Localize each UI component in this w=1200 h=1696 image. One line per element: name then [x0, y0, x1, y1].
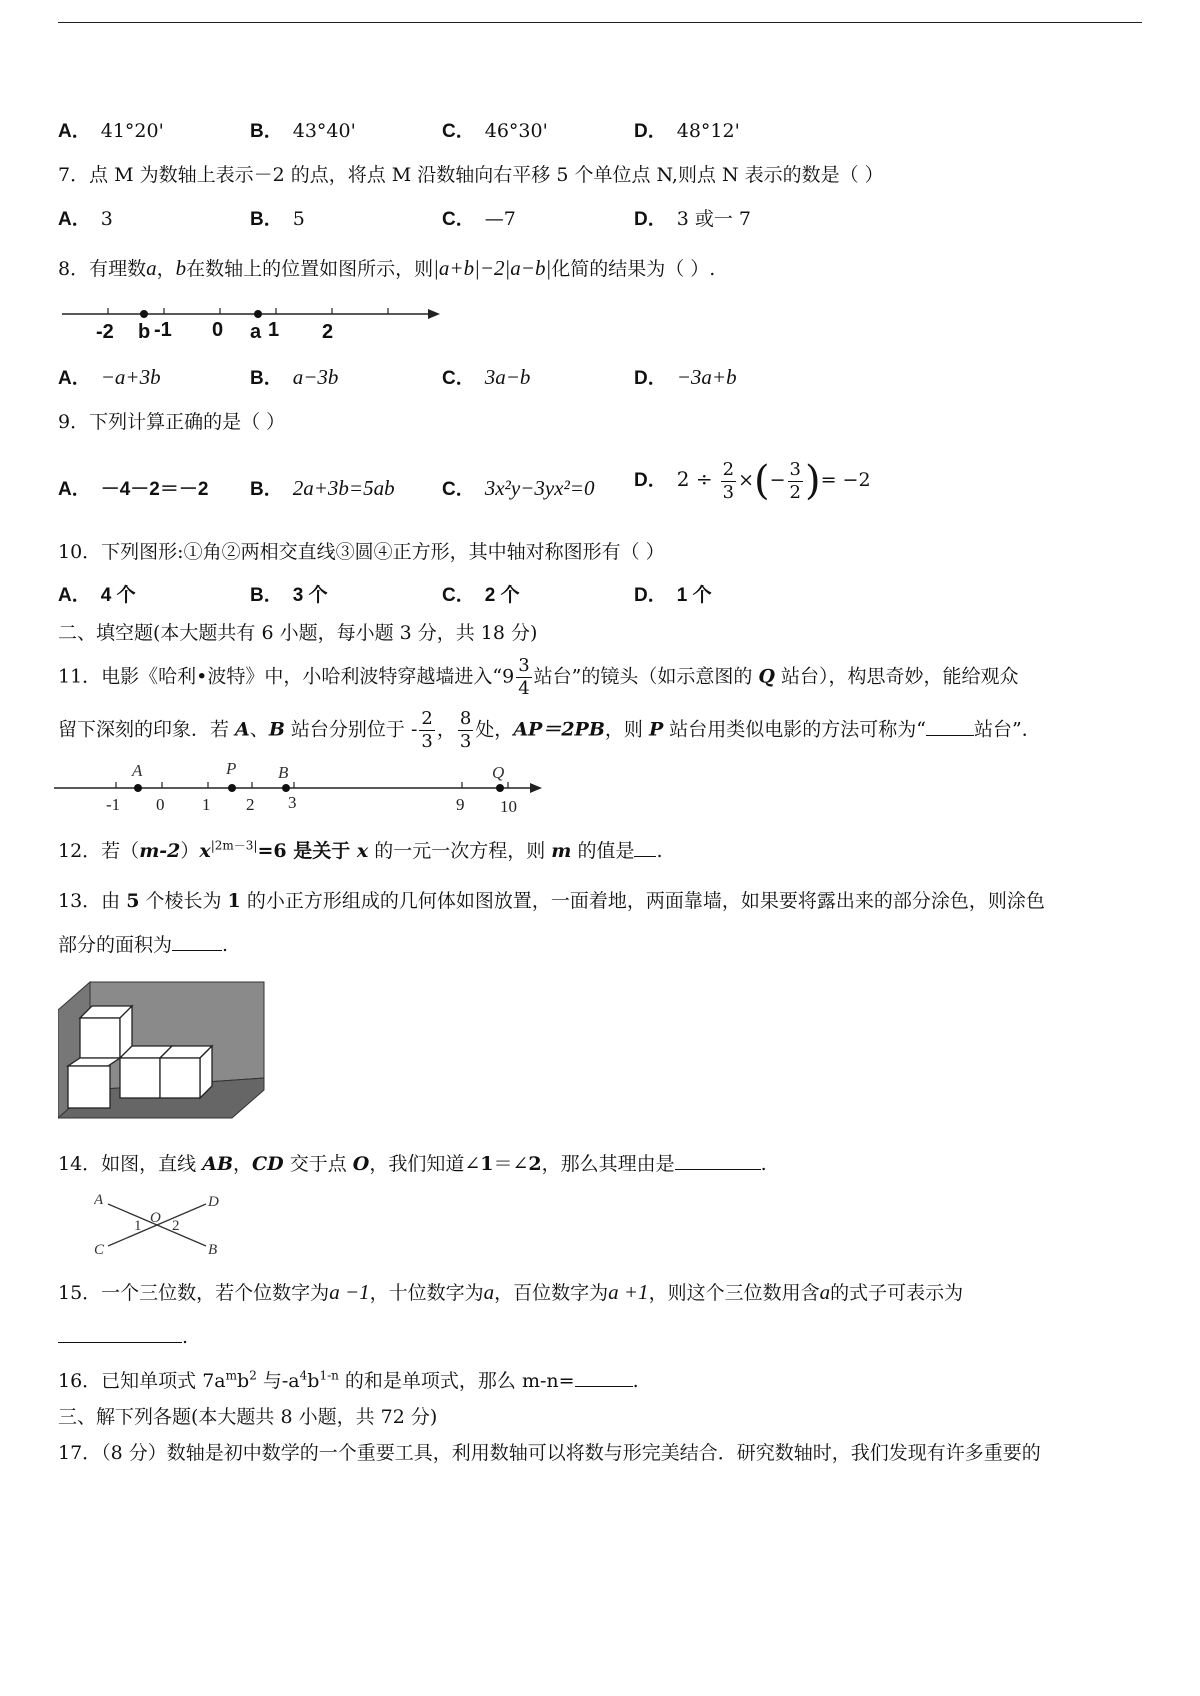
q11-tick-3: 3	[288, 793, 297, 812]
q9-stem: 9．下列计算正确的是（ ）	[58, 411, 286, 433]
q11-point-a-label: A	[132, 761, 143, 780]
q14-answer-blank[interactable]	[675, 1169, 761, 1170]
q11-answer-blank[interactable]	[926, 735, 974, 736]
q10-option-d[interactable]: D． 1 个	[634, 585, 712, 606]
q9-option-b[interactable]: B． 2a+3b=5ab	[250, 476, 395, 500]
q13-line2: 部分的面积为 .	[58, 934, 229, 956]
q11-tick-9: 9	[456, 795, 465, 814]
q9d-frac2: $\frac{3}{2}$	[789, 458, 801, 503]
q9-option-c[interactable]: C． 3x²y−3yx²=0	[442, 476, 595, 500]
q8-point-a: a	[250, 321, 262, 342]
q8-tick-2: 2	[322, 321, 334, 342]
q7-option-a[interactable]: A． 3	[58, 208, 113, 230]
q14-label-d: D	[208, 1194, 219, 1210]
q8-option-c[interactable]: C． 3a−b	[442, 365, 531, 389]
q6-option-d[interactable]: D． 48°12'	[634, 120, 740, 142]
q7-option-b[interactable]: B． 5	[250, 208, 305, 230]
q7-option-c[interactable]: C． —7	[442, 208, 516, 230]
q8-tick-1: 1	[268, 319, 280, 341]
q14-label-c: C	[94, 1242, 105, 1258]
q6-options	[58, 116, 1148, 146]
q14-label-o: O	[150, 1210, 161, 1226]
q14-label-1: 1	[134, 1218, 142, 1234]
q11-line1: 11．电影《哈利•波特》中，小哈利波特穿越墙进入“9 $\frac{3}{4}$ 站台”的镜头（如示意图的 Q 站台），构思奇妙，能给观众	[58, 655, 1019, 699]
q11-point-p-label: P	[226, 760, 237, 778]
q7-options	[58, 204, 1148, 234]
section-2-heading: 二、填空题(本大题共有 6 小题，每小题 3 分，共 18 分)	[58, 622, 538, 644]
q8-tick-neg1: -1	[154, 319, 172, 341]
q9-option-a[interactable]: A． －4－2＝－2	[58, 479, 209, 500]
q14-label-b: B	[208, 1242, 218, 1258]
q8-point-b: b	[138, 321, 151, 342]
section-3-heading: 三、解下列各题(本大题共 8 小题，共 72 分)	[58, 1406, 438, 1428]
q7-stem: 7．点 M 为数轴上表示－2 的点，将点 M 沿数轴向右平移 5 个单位点 N,则点 N 表示的数是（ ）	[58, 164, 884, 186]
q10-option-c[interactable]: C． 2 个	[442, 585, 520, 606]
q11-tick-1: 1	[202, 795, 211, 814]
q11-point-b-label: B	[278, 763, 289, 782]
q10-option-b[interactable]: B． 3 个	[250, 585, 328, 606]
q11-mixed-fraction: $\frac{3}{4}$	[518, 655, 530, 699]
q8-options	[58, 363, 1148, 393]
q15-answer-blank[interactable]	[58, 1322, 182, 1343]
q13-cube-figure	[58, 978, 268, 1120]
q12-answer-blank[interactable]	[634, 856, 656, 857]
q12-stem: 12．若$(m-2)x^{|2m-3|}=6$ 是关于 x 的一元一次方程，则 m 的值是 .	[58, 838, 663, 862]
q13-line1: 13．由 5 个棱长为 1 的小正方形组成的几何体如图放置，一面着地，两面靠墙，如果要将露出来的部分涂色，则涂色	[58, 890, 1045, 912]
q10-option-a[interactable]: A． 4 个	[58, 585, 136, 606]
q16-stem: 16．已知单项式 $7a^mb^2$ 与$-a^4b^{1-n}$ 的和是单项式，那么 m-n= .	[58, 1368, 639, 1392]
q6-option-a[interactable]: A． 41°20'	[58, 120, 164, 142]
q11-line2: 留下深刻的印象．若 A、B 站台分别位于 - $\frac{2}{3}$ ， $\frac{8}{3}$ 处，AP＝2PB，则 P 站台用类似电影的方法可称为“ 站台”．	[58, 708, 1041, 752]
q14-label-a: A	[94, 1192, 104, 1208]
q11-tick-0: 0	[156, 795, 165, 814]
q8-option-b[interactable]: B． a−3b	[250, 365, 339, 389]
q10-options	[58, 580, 1148, 610]
q8-tick-neg2: -2	[96, 321, 114, 342]
q11-frac-a: $\frac{2}{3}$	[421, 708, 433, 752]
q8-option-a[interactable]: A． −a+3b	[58, 365, 161, 389]
q11-number-line	[52, 760, 547, 816]
q6-option-b[interactable]: B． 43°40'	[250, 120, 356, 142]
q8-stem: 8．有理数a，b在数轴上的位置如图所示，则|a+b|−2|a−b|化简的结果为（ ）.	[58, 256, 716, 280]
q11-point-q-label: Q	[492, 763, 505, 782]
q17-stem: 17．（8 分）数轴是初中数学的一个重要工具，利用数轴可以将数与形完美结合．研究数轴时，我们发现有许多重要的	[58, 1442, 1041, 1464]
header-rule	[58, 22, 1142, 23]
q13-answer-blank[interactable]	[172, 950, 222, 951]
q11-frac-b: $\frac{8}{3}$	[459, 708, 472, 752]
q6-option-c[interactable]: C． 46°30'	[442, 120, 548, 142]
q11-tick-neg1: -1	[106, 795, 121, 814]
q8-number-line	[58, 300, 448, 342]
q15-answer-line: .	[58, 1322, 188, 1348]
q11-tick-10: 10	[500, 797, 517, 816]
q9-option-d[interactable]: D． 2 ÷ $\frac{2}{3}$ ×(− $\frac{3}{2}$ )= −2	[634, 458, 871, 504]
q10-stem: 10．下列图形:①角②两相交直线③圆④正方形，其中轴对称图形有（ ）	[58, 541, 665, 563]
q14-label-2: 2	[172, 1218, 180, 1234]
q16-answer-blank[interactable]	[575, 1386, 633, 1387]
q8-option-d[interactable]: D． −3a+b	[634, 365, 737, 389]
q9d-frac1: $\frac{2}{3}$	[722, 458, 735, 503]
q15-stem: 15．一个三位数，若个位数字为a −1，十位数字为a，百位数字为a +1，则这个三位数用含a的式子可表示为	[58, 1280, 964, 1304]
q7-option-d[interactable]: D． 3 或一 7	[634, 208, 751, 230]
q14-intersecting-lines	[94, 1190, 234, 1262]
q8-tick-0: 0	[212, 319, 224, 341]
q11-tick-2: 2	[246, 795, 255, 814]
q14-stem: 14．如图，直线 AB，CD 交于点 O，我们知道∠1＝∠2，那么其理由是 .	[58, 1153, 767, 1175]
q9-options	[58, 458, 1148, 520]
